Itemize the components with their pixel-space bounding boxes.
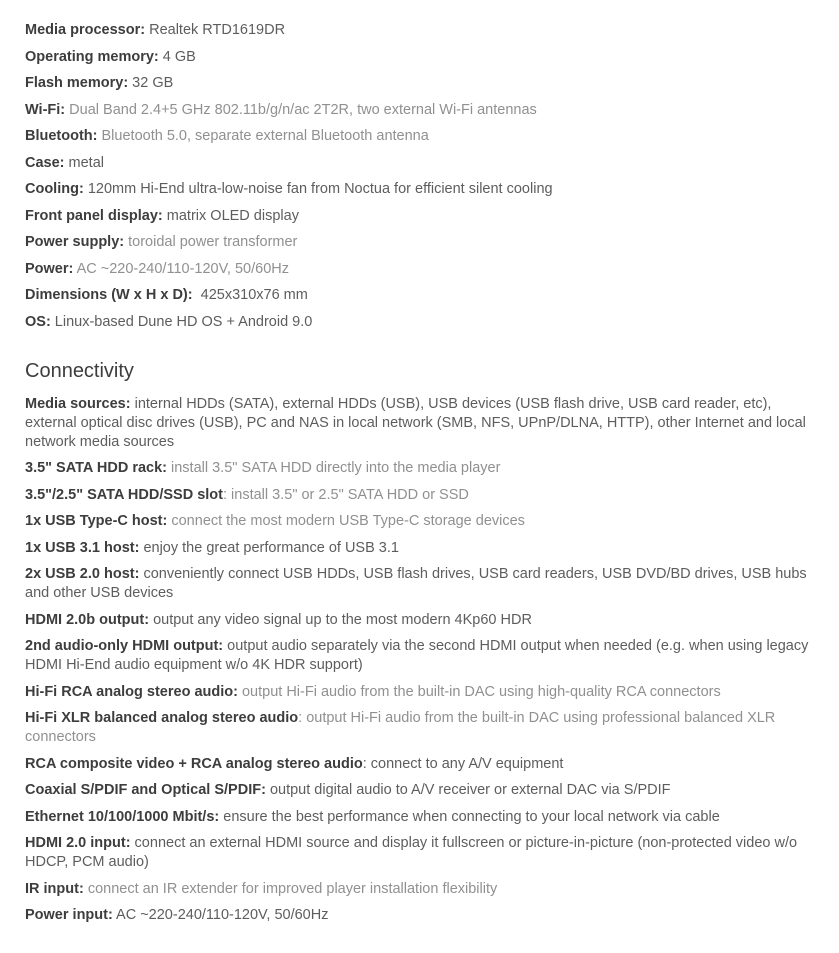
spec-row-sata-hdd-ssd-slot xyxy=(25,486,819,505)
connectivity-section xyxy=(25,395,819,926)
spec-value: : install 3.5" or 2.5" SATA HDD or SSD xyxy=(223,486,469,503)
spec-label: 2nd audio-only HDMI output: xyxy=(25,638,224,654)
spec-label: Ethernet 10/100/1000 Mbit/s: xyxy=(25,808,220,825)
spec-label: RCA composite video + RCA analog stereo audio xyxy=(25,755,363,772)
spec-value: output any video signal up to the most modern 4Kp60 HDR xyxy=(149,611,532,628)
spec-value: Linux-based Dune HD OS + Android 9.0 xyxy=(50,313,313,330)
spec-label: OS: xyxy=(25,313,51,330)
spec-label: Power: xyxy=(25,260,74,277)
spec-label: Hi-Fi RCA analog stereo audio: xyxy=(25,683,238,700)
spec-label: Hi-Fi XLR balanced analog stereo audio xyxy=(25,710,299,726)
spec-value: conveniently connect USB HDDs, USB flash drives, USB card readers, USB DVD/BD drives, USB hubs and other USB devices xyxy=(25,566,811,601)
spec-row-os xyxy=(25,313,819,332)
spec-row-ir-input xyxy=(25,880,819,899)
spec-label: Dimensions (W x H x D): xyxy=(25,287,193,303)
spec-label: HDMI 2.0b output: xyxy=(25,611,150,628)
spec-row-spdif xyxy=(25,781,819,800)
spec-label: Wi-Fi: xyxy=(25,101,66,118)
spec-value: output digital audio to A/V receiver or external DAC via S/PDIF xyxy=(265,782,671,798)
spec-value: 120mm Hi-End ultra-low-noise fan from Noctua for efficient silent cooling xyxy=(83,181,553,197)
spec-row-wifi xyxy=(25,101,819,120)
spec-row-rca-analog-audio xyxy=(25,683,819,702)
spec-row-xlr-analog-audio xyxy=(25,709,819,747)
spec-label: Power supply: xyxy=(25,234,125,250)
spec-row-usb-31-host xyxy=(25,539,819,558)
spec-value: output Hi-Fi audio from the built-in DAC using high-quality RCA connectors xyxy=(237,683,721,700)
spec-row-usb-20-host xyxy=(25,565,819,603)
spec-row-operating-memory xyxy=(25,48,819,67)
spec-label: Bluetooth: xyxy=(25,128,98,144)
spec-label: Media processor: xyxy=(25,22,146,38)
spec-value: Bluetooth 5.0, separate external Bluetooth antenna xyxy=(97,128,429,144)
spec-value: 425x310x76 mm xyxy=(192,287,308,303)
spec-value: toroidal power transformer xyxy=(124,234,298,250)
spec-row-media-sources xyxy=(25,395,819,452)
spec-row-flash-memory xyxy=(25,74,819,93)
spec-label: 3.5" SATA HDD rack: xyxy=(25,460,167,476)
spec-label: 2x USB 2.0 host: xyxy=(25,566,140,582)
spec-label: 3.5"/2.5" SATA HDD/SSD slot xyxy=(25,486,223,503)
spec-label: IR input: xyxy=(25,880,84,897)
spec-value: connect an external HDMI source and display it fullscreen or picture-in-picture (non-protected video w/o HDCP, PCM audio) xyxy=(25,835,802,870)
spec-value: enjoy the great performance of USB 3.1 xyxy=(139,539,399,556)
spec-label: Media sources: xyxy=(25,395,131,412)
spec-row-power-supply xyxy=(25,233,819,252)
spec-label: Front panel display: xyxy=(25,207,163,224)
spec-row-media-processor xyxy=(25,21,819,40)
spec-label: Power input: xyxy=(25,907,113,923)
spec-row-sata-hdd-rack xyxy=(25,459,819,478)
spec-value: metal xyxy=(64,154,104,171)
spec-row-power-input xyxy=(25,906,819,925)
spec-row-cooling xyxy=(25,180,819,199)
spec-label: Coaxial S/PDIF and Optical S/PDIF: xyxy=(25,782,266,798)
general-specs-section xyxy=(25,21,819,332)
spec-value: 4 GB xyxy=(158,48,196,65)
spec-row-ethernet xyxy=(25,808,819,827)
spec-label: Case: xyxy=(25,154,65,171)
spec-label: 1x USB 3.1 host: xyxy=(25,539,140,556)
spec-label: Operating memory: xyxy=(25,48,159,65)
spec-label: Flash memory: xyxy=(25,75,129,91)
spec-row-dimensions xyxy=(25,286,819,305)
spec-row-case xyxy=(25,154,819,173)
spec-value: install 3.5" SATA HDD directly into the media player xyxy=(166,460,501,476)
spec-row-second-hdmi-output xyxy=(25,637,819,675)
spec-value: Realtek RTD1619DR xyxy=(145,22,286,38)
spec-value: 32 GB xyxy=(128,75,174,91)
spec-label: HDMI 2.0 input: xyxy=(25,835,131,851)
spec-value: connect an IR extender for improved player installation flexibility xyxy=(83,880,498,897)
section-heading-connectivity: Connectivity xyxy=(25,359,134,382)
spec-row-composite-video xyxy=(25,755,819,774)
spec-value: ensure the best performance when connecting to your local network via cable xyxy=(219,808,720,825)
spec-value: connect the most modern USB Type-C storage devices xyxy=(167,513,525,529)
spec-value: internal HDDs (SATA), external HDDs (USB), USB devices (USB flash drive, USB card reader, etc), external optical disc drives (USB), PC and NAS in local network (SMB, NFS, UPnP/DLNA, HTTP), other Internet and local network media sources xyxy=(25,395,810,450)
spec-value: AC ~220-240/110-120V, 50/60Hz xyxy=(112,907,329,923)
spec-value: AC ~220-240/110-120V, 50/60Hz xyxy=(73,260,289,277)
spec-value: : output Hi-Fi audio from the built-in DAC using professional balanced XLR connectors xyxy=(25,710,780,745)
spec-row-hdmi-input xyxy=(25,834,819,872)
spec-value: matrix OLED display xyxy=(162,207,299,224)
spec-row-power xyxy=(25,260,819,279)
spec-label: 1x USB Type-C host: xyxy=(25,513,168,529)
spec-value: : connect to any A/V equipment xyxy=(362,755,564,772)
spec-row-bluetooth xyxy=(25,127,819,146)
spec-row-usb-type-c-host xyxy=(25,512,819,531)
spec-row-front-panel-display xyxy=(25,207,819,226)
spec-value: output audio separately via the second HDMI output when needed (e.g. when using legacy HDMI Hi-End audio equipment w/o 4K HDR support) xyxy=(25,638,813,673)
spec-value: Dual Band 2.4+5 GHz 802.11b/g/n/ac 2T2R, two external Wi-Fi antennas xyxy=(65,101,537,118)
spec-row-hdmi-output xyxy=(25,611,819,630)
spec-label: Cooling: xyxy=(25,181,84,197)
